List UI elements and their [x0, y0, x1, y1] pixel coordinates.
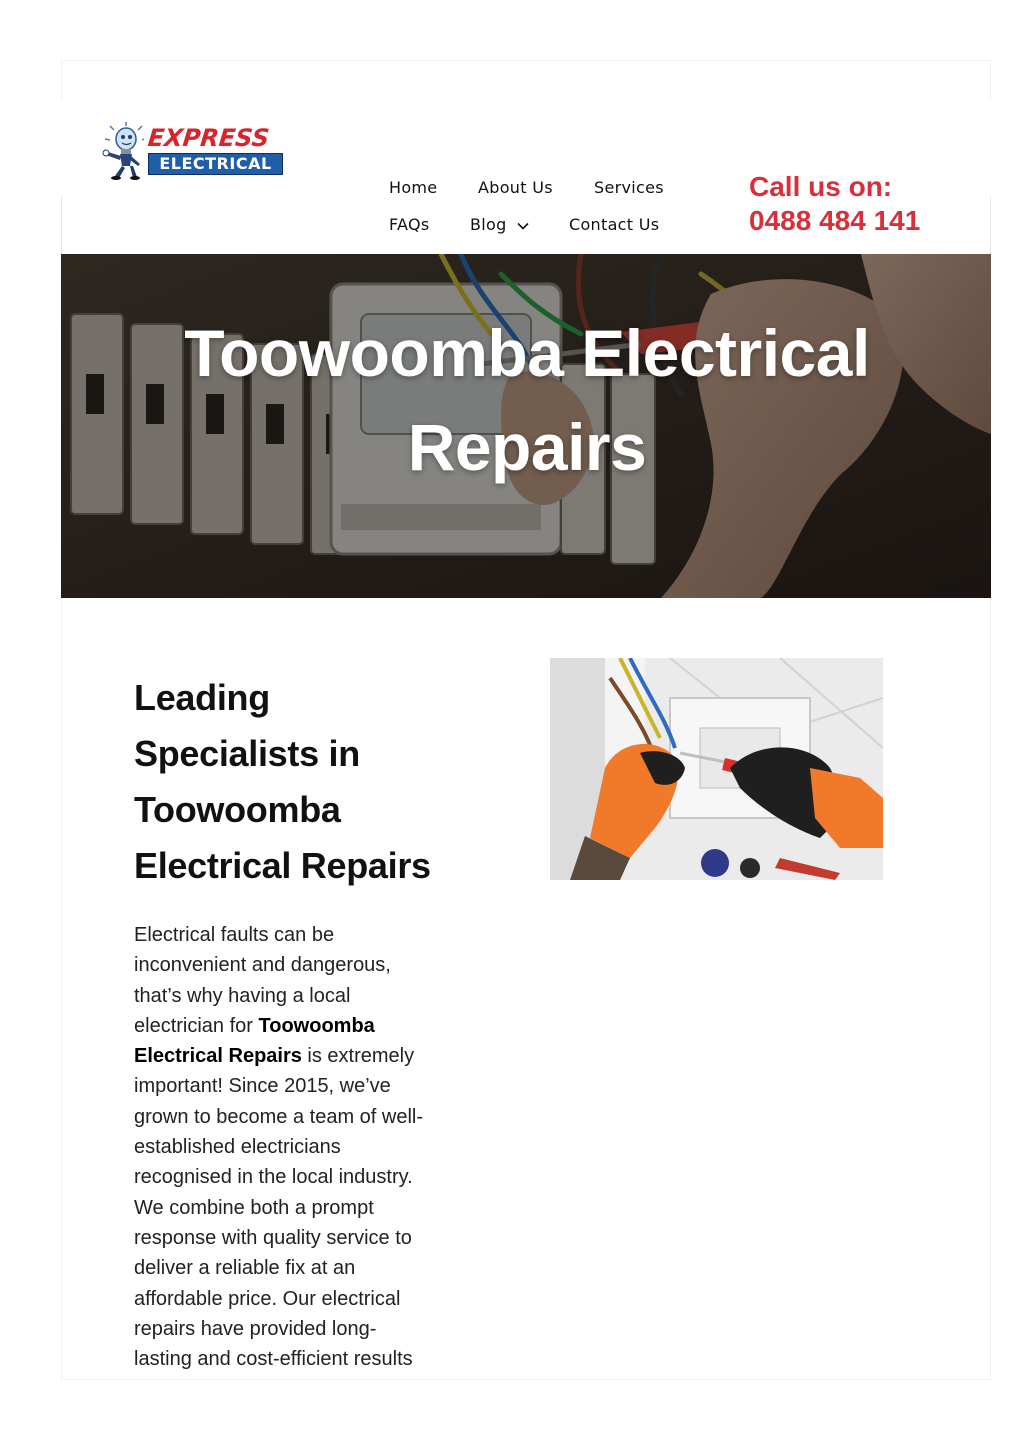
paragraph-line: grown to become a team of well-	[134, 1105, 424, 1128]
section-heading-line-1: Leading	[134, 677, 270, 718]
hero-title	[0, 306, 1024, 494]
section-heading-line-3: Toowoomba	[134, 789, 341, 830]
phone-number-link[interactable]: 0488 484 141	[749, 205, 921, 236]
keyword-bold: Toowoomba	[258, 1014, 375, 1037]
header-divider-right	[990, 196, 991, 254]
paragraph-line: repairs have provided long-	[134, 1317, 377, 1340]
paragraph-line: that’s why having a local	[134, 984, 351, 1007]
nav-item-services[interactable]: Services	[594, 178, 664, 197]
paragraph-line: recognised in the local industry.	[134, 1166, 413, 1189]
paragraph-line: deliver a reliable fix at an	[134, 1257, 356, 1280]
nav-item-faqs[interactable]: FAQs	[389, 215, 430, 234]
call-us-label: Call us on:	[749, 171, 893, 202]
paragraph-line: Electrical faults can be	[134, 924, 335, 946]
site-logo[interactable]	[100, 122, 286, 180]
paragraph-line	[134, 1011, 474, 1041]
hero-title-line-2: Repairs	[407, 410, 647, 484]
paragraph-line	[134, 1041, 474, 1071]
intro-paragraph	[134, 920, 474, 1374]
hero-title-line-1: Toowoomba Electrical	[184, 316, 870, 390]
section-heading	[134, 670, 474, 894]
paragraph-text: is extremely	[301, 1045, 415, 1068]
paragraph-line: important! Since 2015, we’ve	[134, 1075, 391, 1098]
wall-socket-repair-image	[550, 658, 883, 880]
header-divider-left	[61, 196, 62, 254]
gloved-hands-repair-photo	[550, 658, 883, 880]
paragraph-text: electrician for	[134, 1014, 259, 1037]
section-heading-line-4: Electrical Repairs	[134, 845, 431, 886]
nav-item-contact-us[interactable]: Contact Us	[569, 215, 660, 234]
logo-wordmark-express: EXPRESS	[146, 124, 271, 152]
nav-item-home[interactable]: Home	[389, 178, 438, 197]
paragraph-line: established electricians	[134, 1136, 341, 1159]
keyword-bold: Electrical Repairs	[134, 1045, 302, 1068]
nav-item-blog-label: Blog	[470, 215, 507, 234]
nav-item-blog[interactable]	[470, 215, 529, 234]
logo-wordmark-electrical: ELECTRICAL	[148, 153, 283, 175]
section-heading-line-2: Specialists in	[134, 733, 360, 774]
paragraph-line: affordable price. Our electrical	[134, 1287, 401, 1310]
lightbulb-mascot-icon	[100, 122, 144, 180]
call-us-block	[749, 170, 920, 238]
nav-item-about-us[interactable]: About Us	[478, 178, 553, 197]
paragraph-line: We combine both a prompt	[134, 1196, 374, 1219]
chevron-down-icon	[517, 222, 529, 230]
paragraph-line: response with quality service to	[134, 1226, 412, 1249]
paragraph-line: lasting and cost-efficient results	[134, 1348, 413, 1371]
paragraph-line: inconvenient and dangerous,	[134, 954, 391, 977]
